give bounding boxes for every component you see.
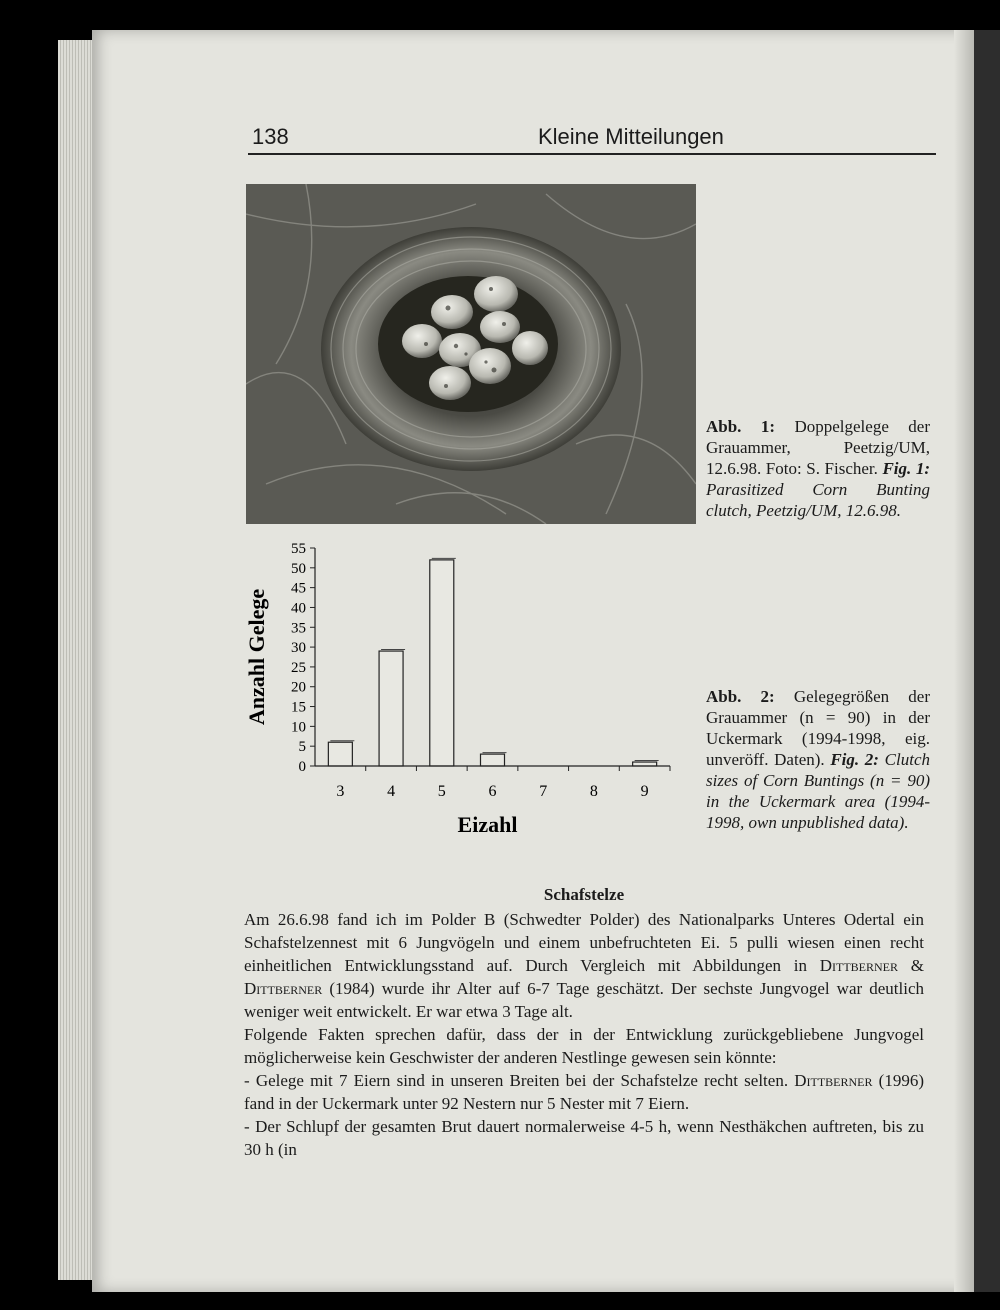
figure-1-en-text: Parasitized Corn Bunting clutch, Peetzig/UM, 12.6.98. bbox=[706, 480, 930, 520]
paragraph-1 bbox=[244, 908, 924, 1023]
paragraph-3-text-a: - Gelege mit 7 Eiern sind in unseren Breiten bei der Schafstelze recht selten. bbox=[244, 1071, 795, 1090]
section-title: Schafstelze bbox=[543, 885, 625, 904]
paragraph-4: - Der Schlupf der gesamten Brut dauert normalerweise 4-5 h, wenn Nesthäkchen auftreten, bis zu 30 h (in bbox=[244, 1117, 924, 1159]
bar-5 bbox=[430, 560, 454, 766]
x-tick-label: 3 bbox=[336, 783, 345, 800]
x-axis-label: Eizahl bbox=[457, 812, 518, 837]
bar-chart-svg bbox=[240, 540, 680, 840]
figure-2-label: Abb. 2: bbox=[706, 687, 775, 706]
x-tick-label: 5 bbox=[437, 783, 446, 800]
figure-2-en-text: Clutch sizes of Corn Buntings (n = 90) in the Uckermark area (1994-1998, own unpublished data). bbox=[706, 750, 930, 832]
x-tick-label: 7 bbox=[539, 783, 548, 800]
y-tick-label: 0 bbox=[298, 759, 306, 775]
y-tick-label: 45 bbox=[291, 580, 306, 597]
paragraph-3-text-b: (1996) fand in der Uckermark unter 92 Nestern nur 5 Nester mit 7 Eiern. bbox=[244, 1071, 924, 1113]
citation-ampersand: & bbox=[898, 956, 924, 975]
y-tick-label: 50 bbox=[291, 560, 306, 577]
y-tick-label: 40 bbox=[291, 600, 306, 617]
page-number: 138 bbox=[252, 124, 289, 149]
paragraph-2: Folgende Fakten sprechen dafür, dass der in der Entwicklung zurückgebliebene Jungvogel möglicherweise kein Geschwister der anderen Nestlinge gewesen sein könnte: bbox=[244, 1025, 924, 1067]
figure-1-caption bbox=[706, 416, 930, 521]
facing-page-edge bbox=[974, 30, 1000, 1292]
y-tick-label: 30 bbox=[291, 640, 306, 657]
nest-photo bbox=[246, 184, 696, 524]
x-tick-label: 9 bbox=[640, 783, 649, 800]
author-citation: Dittberner bbox=[794, 1071, 873, 1090]
header-rule bbox=[248, 153, 936, 155]
figure-2-caption bbox=[706, 686, 930, 833]
figure-1-text: Doppelgelege der Grauammer, Peetzig/UM, 12.6.98. Foto: S. Fischer. bbox=[706, 417, 930, 478]
figure-1-label: Abb. 1: bbox=[706, 417, 776, 436]
paragraph-1-text-b: (1984) wurde ihr Alter auf 6-7 Tage geschätzt. Der sechste Jungvogel war deutlich weniger weit entwickelt. Er war etwa 3 Tage alt. bbox=[244, 979, 924, 1021]
y-tick-label: 35 bbox=[291, 620, 306, 637]
author-citation: Dittberner bbox=[819, 956, 899, 975]
y-tick-label: 25 bbox=[291, 659, 306, 676]
x-tick-label: 6 bbox=[488, 783, 497, 800]
y-tick-label: 55 bbox=[291, 541, 306, 557]
author-citation: Dittberner bbox=[244, 979, 323, 998]
figure-2-en-label: Fig. 2: bbox=[830, 750, 879, 769]
clutch-size-chart bbox=[240, 540, 680, 840]
y-tick-label: 10 bbox=[291, 719, 306, 736]
y-tick-label: 5 bbox=[298, 739, 306, 756]
bar-4 bbox=[379, 651, 403, 766]
paragraph-3 bbox=[244, 1069, 924, 1115]
bar-3 bbox=[328, 742, 352, 766]
x-tick-label: 8 bbox=[589, 783, 598, 800]
nest-eggs-image bbox=[246, 184, 696, 524]
figure-2-text: Gelegegrößen der Grauammer (n = 90) in der Uckermark (1994-1998, eig. unveröff. Daten). bbox=[706, 687, 930, 769]
x-tick-label: 4 bbox=[387, 783, 396, 800]
running-header: Kleine Mitteilungen bbox=[538, 124, 724, 149]
page-gutter-shadow bbox=[954, 30, 974, 1292]
y-tick-label: 15 bbox=[291, 699, 306, 716]
article-body bbox=[244, 883, 924, 1161]
y-tick-label: 20 bbox=[291, 679, 306, 696]
figure-1-en-label: Fig. 1: bbox=[882, 459, 930, 478]
y-axis-label: Anzahl Gelege bbox=[244, 588, 269, 726]
bar-6 bbox=[481, 754, 505, 766]
paragraph-1-text-a: Am 26.6.98 fand ich im Polder B (Schwedter Polder) des Nationalparks Unteres Odertal ein Schafstelzennest mit 6 Jungvögeln und einem unbefruchteten Ei. 5 pulli wiesen einen recht einheitlichen Entwicklungsstand auf. Durch Vergleich mit Abbildungen in bbox=[244, 910, 924, 975]
